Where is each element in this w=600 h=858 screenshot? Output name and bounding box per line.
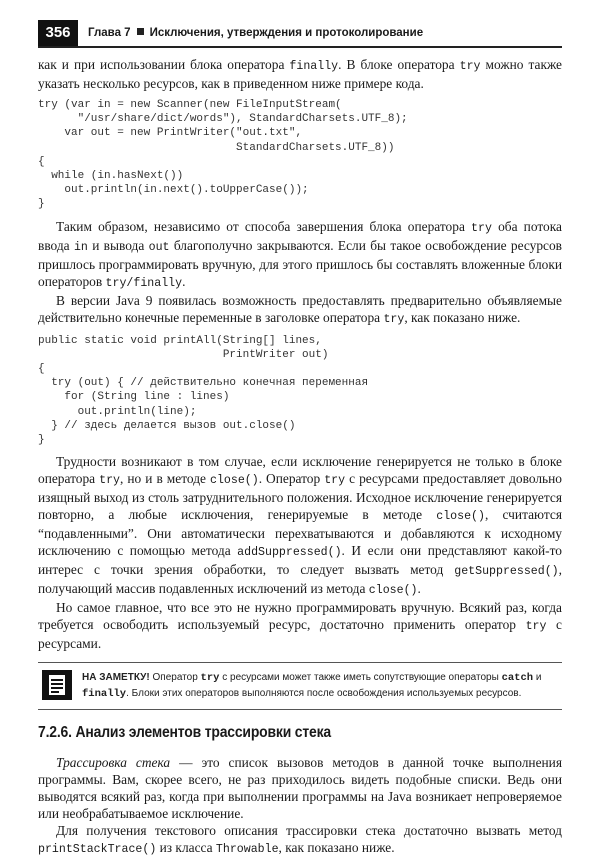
paragraph: В версии Java 9 появилась возможность предоставлять предварительно объявляемые действительно конечные переменные в заголовке оператора try, как показано ниже.	[38, 292, 562, 326]
page-header	[38, 20, 562, 48]
paragraph: Но самое главное, что все это не нужно программировать вручную. Всякий раз, когда требуется освободить используемый ресурс, достаточно применить оператор try с ресурсами.	[38, 600, 562, 652]
code-block: try (var in = new Scanner(new FileInputStream( "/usr/share/dict/words"), StandardCharsets.UTF_8); var out = new PrintWriter("out.txt", StandardCharsets.UTF_8)) { while (in.hasNext()) out.println(in.next().toUpperCase()); }	[38, 99, 408, 211]
chapter-title: Исключения, утверждения и протоколирование	[149, 27, 424, 39]
paragraph: Трудности возникают в том случае, если исключение генерируется не только в блоке оператора try, но и в методе close(). Оператор try с ресурсами предоставляет довольно изящный выход из столь затруднительного положения. Исходное исключение генерируется повторно, а любые исключения, генерируемые в методе close(), считаются “подавленными”. Они автоматически перехватываются и добавляются к исходному исключению с помощью метода addSuppressed(). И если они представляют какой-то интерес с точки зрения обработки, то следует вызвать метод getSuppressed(), получающий массив подавленных исключений из метода close().	[38, 454, 563, 598]
page-body	[38, 56, 562, 858]
paragraph: как и при использовании блока оператора finally. В блоке оператора try можно также указать несколько ресурсов, как в приведенном ниже примере кода.	[38, 57, 562, 91]
section-heading: 7.2.6. Анализ элементов трассировки стека	[38, 724, 331, 742]
note-icon	[42, 670, 72, 700]
page-number: 356	[38, 20, 78, 46]
note-text: НА ЗАМЕТКУ! Оператор try с ресурсами может также иметь сопутствующие операторы catch и finally. Блоки этих операторов выполняются после освобождения используемых ресурсов.	[82, 672, 542, 701]
note-box	[38, 662, 562, 710]
running-head	[88, 20, 423, 46]
term: Трассировка стека	[56, 755, 171, 771]
square-bullet-icon	[137, 28, 144, 35]
paragraph: Для получения текстового описания трассировки стека достаточно вызвать метод printStackTrace() из класса Throwable, как показано ниже.	[38, 823, 562, 857]
paragraph: Трассировка стека — это список вызовов методов в данной точке выполнения программы. Вам, скорее всего, не раз приходилось видеть подобные списки. Ведь они выводятся всякий раз, когда при выполнении программы на Java возникает непроверяемое или необрабатываемое исключение.	[38, 755, 563, 822]
paragraph: Таким образом, независимо от способа завершения блока оператора try оба потока ввода in и вывода out благополучно закрываются. Если бы такое освобождение ресурсов пришлось программировать вручную, для этого пришлось бы составлять вложенные блоки операторов try/finally.	[38, 218, 563, 290]
chapter-label: Глава 7	[88, 27, 131, 39]
code-block: public static void printAll(String[] lines, PrintWriter out) { try (out) { // действительно конечная переменная for (String line : lines) out.println(line); } // здесь делается вызов out.close() }	[38, 334, 369, 447]
note-label: НА ЗАМЕТКУ!	[82, 672, 150, 684]
